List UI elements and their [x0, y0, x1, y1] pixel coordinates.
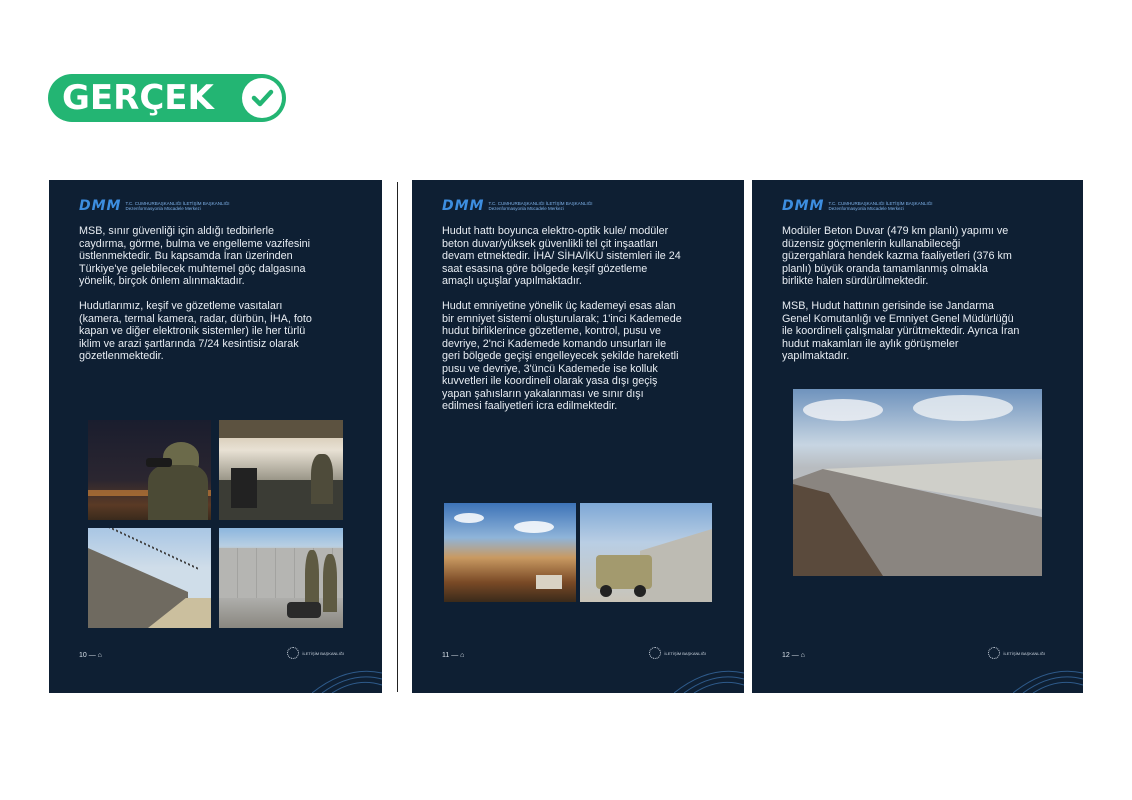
page-separator	[397, 182, 398, 692]
wave-decoration	[674, 663, 744, 693]
logo-mark: DMM	[79, 198, 122, 214]
page-number: 10 — ⌂	[79, 652, 102, 659]
footer-logo-text: İLETİŞİM BAŞKANLIĞI	[1003, 650, 1045, 656]
page-body-text	[442, 225, 682, 425]
paragraph: Hudut hattı boyunca elektro-optik kule/ modüler beton duvar/yüksek güvenlikli tel çit inşaatları devam etmektedir. İHA/ SİHA/İKU sistemleri ile 24 saat esasına göre bölgede keşif gözetleme amaçlı uçuşlar yapılmaktadır.	[442, 225, 681, 287]
footer-logo-text: İLETİŞİM BAŞKANLIĞI	[664, 650, 706, 656]
logo-mark: DMM	[782, 198, 825, 214]
verdict-label: GERÇEK	[62, 78, 214, 118]
dmm-logo	[79, 199, 230, 213]
page-body-text	[782, 225, 1022, 375]
footer-logo-text: İLETİŞİM BAŞKANLIĞI	[302, 650, 344, 656]
emblem-icon	[287, 647, 299, 659]
emblem-icon	[988, 647, 1000, 659]
page-number: 12 — ⌂	[782, 652, 805, 659]
logo-org-line2: Dezenformasyonla Mücadele Merkezi	[125, 206, 201, 211]
paragraph: MSB, sınır güvenliği için aldığı tedbirlerle caydırma, görme, bulma ve engelleme vazifesini üstlenmektedir. Bu kapsamda İran üzerinden Türkiye'ye gelebilecek muhtemel göç dalgasına yönelik, birçok önlem alınmaktadır.	[79, 225, 311, 287]
footer-logo	[988, 647, 1045, 659]
photo-soldier-night-binoculars	[88, 420, 211, 520]
verdict-badge	[48, 74, 286, 122]
paragraph: Hudut emniyetine yönelik üç kademeyi esas alan bir emniyet sistemi oluşturularak; 1'inci Kademede hudut birliklerince gözetleme, kontrol, pusu ve devriye, 2'nci Kademede komando unsurları ile geri bölgede geçişi engelleyecek şekilde hareketli pusu ve devriye, 3'üncü Kademede ise kolluk kuvvetleri ile koordineli olarak yasa dışı geçiş yapan şahısların yakalanması ve sınır dışı edilmesi faaliyetleri icra edilmektedir.	[442, 300, 682, 412]
page-body-text	[79, 225, 319, 375]
photo-border-landscape	[444, 503, 576, 602]
photo-modular-concrete-wall	[793, 389, 1042, 576]
photo-observation-post	[219, 420, 343, 520]
footer-logo	[287, 647, 344, 659]
photo-soldiers-patrol	[219, 528, 343, 628]
photo-border-wall	[88, 528, 211, 628]
logo-mark: DMM	[442, 198, 485, 214]
document-page-10	[49, 180, 382, 693]
footer-logo	[649, 647, 706, 659]
logo-org-line1: T.C. CUMHURBAŞKANLIĞI İLETİŞİM BAŞKANLIĞI	[125, 201, 230, 206]
logo-org-line2: Dezenformasyonla Mücadele Merkezi	[828, 206, 904, 211]
paragraph: MSB, Hudut hattının gerisinde ise Jandarma Genel Komutanlığı ve Emniyet Genel Müdürlüğü ile koordineli çalışmalar yürütmektedir. Ayrıca İran hudut makamları ile aylık görüşmeler yapılmaktadır.	[782, 300, 1020, 362]
emblem-icon	[649, 647, 661, 659]
checkmark-icon	[242, 78, 282, 118]
photo-armored-vehicle	[580, 503, 712, 602]
logo-org-line2: Dezenformasyonla Mücadele Merkezi	[488, 206, 564, 211]
dmm-logo	[782, 199, 933, 213]
page-number: 11 — ⌂	[442, 652, 465, 659]
wave-decoration	[312, 663, 382, 693]
logo-org-line1: T.C. CUMHURBAŞKANLIĞI İLETİŞİM BAŞKANLIĞI	[488, 201, 593, 206]
wave-decoration	[1013, 663, 1083, 693]
document-page-12	[752, 180, 1083, 693]
dmm-logo	[442, 199, 593, 213]
document-page-11	[412, 180, 744, 693]
paragraph: Modüler Beton Duvar (479 km planlı) yapımı ve düzensiz göçmenlerin kullanabileceği güzergahlara hendek kazma faaliyetleri (376 km planlı) büyük oranda tamamlanmış olmakla birlikte halen sürdürülmektedir.	[782, 225, 1012, 287]
paragraph: Hudutlarımız, keşif ve gözetleme vasıtaları (kamera, termal kamera, radar, dürbün, İHA, foto kapan ve diğer elektronik sistemler) ile her türlü iklim ve arazi şartlarında 7/24 kesintisiz olarak gözetlenmektedir.	[79, 300, 312, 362]
logo-org-line1: T.C. CUMHURBAŞKANLIĞI İLETİŞİM BAŞKANLIĞI	[828, 201, 933, 206]
